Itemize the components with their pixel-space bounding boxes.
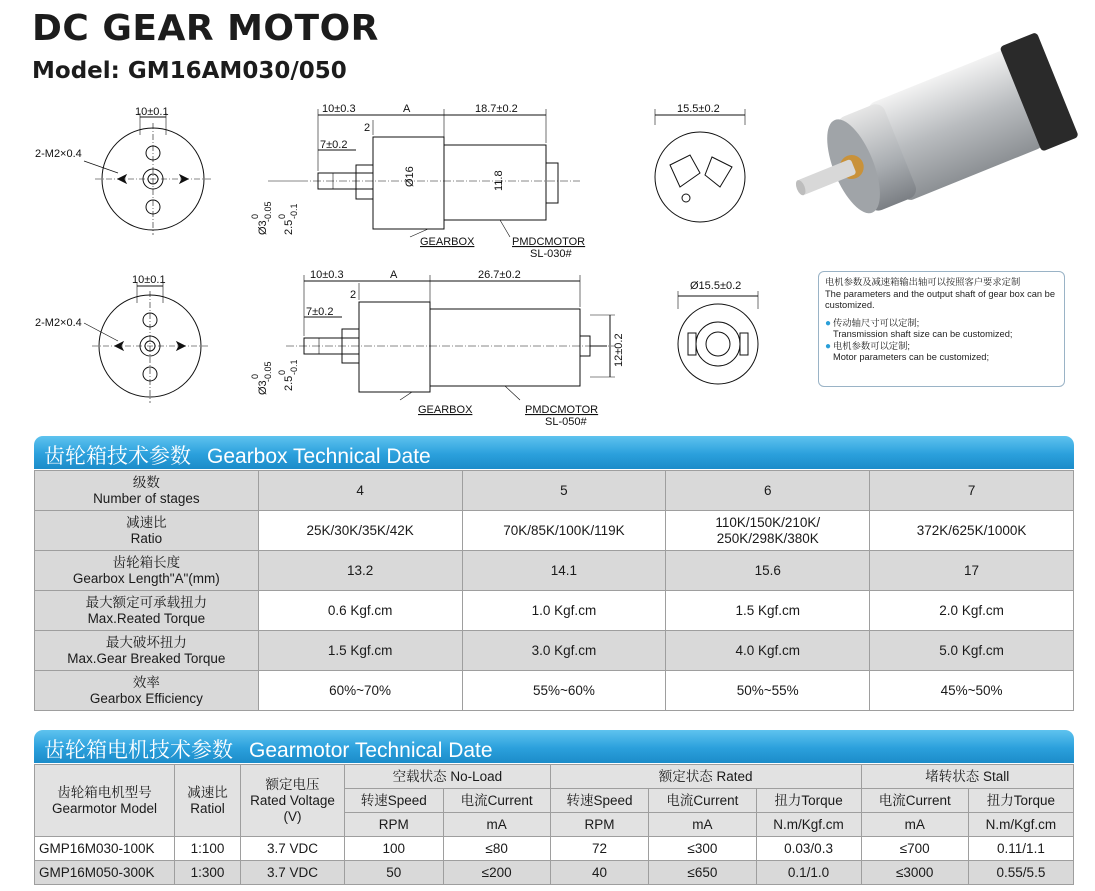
shaft-tol-lower: -0.05 xyxy=(263,201,273,222)
table-row xyxy=(35,671,1074,711)
model-label: Model xyxy=(32,58,111,84)
dim-10-2: 10±0.3 xyxy=(310,269,344,281)
table-cell: 17 xyxy=(870,551,1074,591)
table-cell: 3.0 Kgf.cm xyxy=(462,631,666,671)
motor-label: PMDCMOTOR xyxy=(512,236,586,248)
dim-shaft-dia-2: Ø3 xyxy=(257,380,269,395)
screw-label: 2-M2×0.4 xyxy=(35,148,82,160)
col-torque: 扭力Torque xyxy=(756,789,861,813)
notes-item-1 xyxy=(825,318,1058,341)
table-cell: 1.5 Kgf.cm xyxy=(258,631,462,671)
bullet-icon: ● xyxy=(825,317,832,329)
row-header-zh: 减速比 xyxy=(126,514,167,530)
row-header-zh: 最大额定可承载扭力 xyxy=(85,594,208,610)
table-cell: ≤650 xyxy=(649,861,756,885)
row-header xyxy=(35,511,259,551)
notes-title-zh: 电机参数及减速箱输出轴可以按照客户要求定制 xyxy=(825,277,1021,287)
gearmotor-table xyxy=(34,764,1074,885)
gearbox-section-header xyxy=(34,436,1074,469)
dim-7-b: 7±0.2 xyxy=(306,306,334,318)
row-header-en: Gearbox Length"A"(mm) xyxy=(72,570,220,586)
table-row xyxy=(35,551,1074,591)
table-row xyxy=(35,631,1074,671)
col-voltage: 额定电压 Rated Voltage (V) xyxy=(241,765,345,837)
table-cell: 0.03/0.3 xyxy=(756,837,861,861)
unit-nm: N.m/Kgf.cm xyxy=(756,813,861,837)
motor-sub-2: SL-050# xyxy=(545,416,587,425)
col-stall: 堵转状态 Stall xyxy=(861,765,1073,789)
gearmotor-title-en: Gearmotor Technical Date xyxy=(249,739,493,762)
dim-flat-2: 2.5 xyxy=(283,375,295,391)
table-cell: 110K/150K/210K/ 250K/298K/380K xyxy=(666,511,870,551)
page-title: DC GEAR MOTOR xyxy=(32,8,379,49)
table-cell: 2.0 Kgf.cm xyxy=(870,591,1074,631)
row-header-en: Number of stages xyxy=(93,490,200,506)
table-cell: 6 xyxy=(666,471,870,511)
front-dim-label: 10±0.1 xyxy=(135,106,169,118)
table-cell: 5.0 Kgf.cm xyxy=(870,631,1074,671)
col-current: 电流Current xyxy=(861,789,968,813)
rear-dim: 15.5±0.2 xyxy=(677,103,720,115)
col-noload: 空载状态 No-Load xyxy=(345,765,551,789)
row-header-en: Gearbox Efficiency xyxy=(89,690,203,706)
bullet-icon: ● xyxy=(825,340,832,352)
table-cell: ≤300 xyxy=(649,837,756,861)
col-ratio: 减速比 Ratiol xyxy=(175,765,241,837)
table-cell: 40 xyxy=(550,861,649,885)
row-header xyxy=(35,471,259,511)
notes-title-en: The parameters and the output shaft of gear box can be customized. xyxy=(825,288,1055,310)
notes-item1-en: Transmission shaft size can be customized; xyxy=(833,329,1013,339)
row-header-en: Max.Reated Torque xyxy=(87,610,206,626)
dim-7: 7±0.2 xyxy=(320,139,348,151)
row-header-zh: 效率 xyxy=(132,674,160,690)
table-cell: 1.5 Kgf.cm xyxy=(666,591,870,631)
flat-tol-upper-2: 0 xyxy=(277,369,287,375)
table-cell: 70K/85K/100K/119K xyxy=(462,511,666,551)
table-cell: 13.2 xyxy=(258,551,462,591)
flat-tol-lower: -0.1 xyxy=(289,203,299,219)
table-cell: 0.6 Kgf.cm xyxy=(258,591,462,631)
table-cell: GMP16M050-300K xyxy=(35,861,175,885)
unit-ma: mA xyxy=(649,813,756,837)
table-cell: 7 xyxy=(870,471,1074,511)
notes-item1-zh: 传动轴尺寸可以定制; xyxy=(833,317,920,328)
table-cell: 5 xyxy=(462,471,666,511)
table-cell: 0.1/1.0 xyxy=(756,861,861,885)
table-row xyxy=(35,511,1074,551)
dim-dia16: Ø16 xyxy=(404,166,416,187)
shaft-tol-upper: 0 xyxy=(250,213,260,219)
table-cell: ≤3000 xyxy=(861,861,968,885)
col-torque: 扭力Torque xyxy=(968,789,1073,813)
table-cell: 0.11/1.1 xyxy=(968,837,1073,861)
table-row xyxy=(35,837,1074,861)
rear-view-circle-2 xyxy=(678,304,758,384)
shaft-tol-upper-2: 0 xyxy=(250,373,260,379)
screw-label-2: 2-M2×0.4 xyxy=(35,317,82,329)
notes-item2-en: Motor parameters can be customized; xyxy=(833,352,990,362)
table-row xyxy=(35,471,1074,511)
row-header-zh: 最大破坏扭力 xyxy=(105,634,187,650)
dim-2: 2 xyxy=(364,122,371,134)
motor-body-2 xyxy=(430,309,580,386)
rear-view-circle xyxy=(655,132,745,222)
dim-shaft-dia: Ø3 xyxy=(257,220,269,235)
table-cell: 15.6 xyxy=(666,551,870,591)
table-cell: 1:100 xyxy=(175,837,241,861)
col-speed: 转速Speed xyxy=(345,789,444,813)
motor-label-2: PMDCMOTOR xyxy=(525,404,599,416)
dim-a-2: A xyxy=(390,269,398,281)
table-row xyxy=(35,861,1074,885)
row-header-zh: 级数 xyxy=(132,474,160,490)
col-current: 电流Current xyxy=(649,789,756,813)
row-header xyxy=(35,631,259,671)
table-cell: 45%~50% xyxy=(870,671,1074,711)
table-cell: 3.7 VDC xyxy=(241,837,345,861)
table-row xyxy=(35,591,1074,631)
gearmotor-section-header xyxy=(34,730,1074,763)
col-current: 电流Current xyxy=(443,789,550,813)
dim-a: A xyxy=(403,103,411,115)
table-cell: ≤80 xyxy=(443,837,550,861)
unit-ma: mA xyxy=(861,813,968,837)
table-header-row xyxy=(35,765,1074,789)
gearmotor-title-zh: 齿轮箱电机技术参数 xyxy=(44,739,233,762)
col-speed: 转速Speed xyxy=(550,789,649,813)
model-separator: : xyxy=(110,58,120,84)
rear-dim-2: Ø15.5±0.2 xyxy=(690,280,742,292)
gearbox-title-en: Gearbox Technical Date xyxy=(207,445,431,468)
gearbox-label-2: GEARBOX xyxy=(418,404,473,416)
dim-flat: 2.5 xyxy=(283,219,295,235)
col-rated: 额定状态 Rated xyxy=(550,765,861,789)
table-cell: 50 xyxy=(345,861,444,885)
dim-2-b: 2 xyxy=(350,289,357,301)
table-cell: ≤200 xyxy=(443,861,550,885)
technical-drawing xyxy=(0,95,790,425)
unit-rpm: RPM xyxy=(550,813,649,837)
flat-tol-upper: 0 xyxy=(277,213,287,219)
table-cell: 3.7 VDC xyxy=(241,861,345,885)
dim-12: 12±0.2 xyxy=(613,333,625,367)
table-cell: 50%~55% xyxy=(666,671,870,711)
table-cell: 372K/625K/1000K xyxy=(870,511,1074,551)
dim-length: 18.7±0.2 xyxy=(475,103,518,115)
row-header-zh: 齿轮箱长度 xyxy=(112,554,181,570)
row-header xyxy=(35,671,259,711)
table-cell: 1.0 Kgf.cm xyxy=(462,591,666,631)
row-header-en: Ratio xyxy=(130,530,163,546)
unit-nm: N.m/Kgf.cm xyxy=(968,813,1073,837)
gearbox-body-2 xyxy=(359,302,430,392)
gearbox-title-zh: 齿轮箱技术参数 xyxy=(44,445,191,468)
dim-length-2: 26.7±0.2 xyxy=(478,269,521,281)
customization-notes xyxy=(818,271,1065,387)
table-cell: 14.1 xyxy=(462,551,666,591)
notes-item-2 xyxy=(825,341,1058,364)
gearbox-label: GEARBOX xyxy=(420,236,475,248)
flat-tol-lower-2: -0.1 xyxy=(289,359,299,375)
row-header xyxy=(35,591,259,631)
table-cell: 60%~70% xyxy=(258,671,462,711)
table-cell: 1:300 xyxy=(175,861,241,885)
gearbox-table xyxy=(34,470,1074,711)
table-cell: 55%~60% xyxy=(462,671,666,711)
table-cell: GMP16M030-100K xyxy=(35,837,175,861)
table-cell: 4.0 Kgf.cm xyxy=(666,631,870,671)
table-cell: 25K/30K/35K/42K xyxy=(258,511,462,551)
motor-photo xyxy=(790,10,1090,260)
notes-item2-zh: 电机参数可以定制; xyxy=(833,340,910,351)
unit-rpm: RPM xyxy=(345,813,444,837)
row-header-en: Max.Gear Breaked Torque xyxy=(67,650,226,666)
col-model: 齿轮箱电机型号 Gearmotor Model xyxy=(35,765,175,837)
table-cell: 0.55/5.5 xyxy=(968,861,1073,885)
motor-sub: SL-030# xyxy=(530,248,572,260)
shaft-tol-lower-2: -0.05 xyxy=(263,361,273,382)
model-value: GM16AM030/050 xyxy=(127,58,347,84)
dim-10: 10±0.3 xyxy=(322,103,356,115)
row-header xyxy=(35,551,259,591)
unit-ma: mA xyxy=(443,813,550,837)
dim-11-8: 11.8 xyxy=(493,170,505,191)
model-line xyxy=(32,58,347,84)
table-cell: 100 xyxy=(345,837,444,861)
front-dim-label-2: 10±0.1 xyxy=(132,274,166,286)
table-cell: 72 xyxy=(550,837,649,861)
table-cell: ≤700 xyxy=(861,837,968,861)
table-cell: 4 xyxy=(258,471,462,511)
